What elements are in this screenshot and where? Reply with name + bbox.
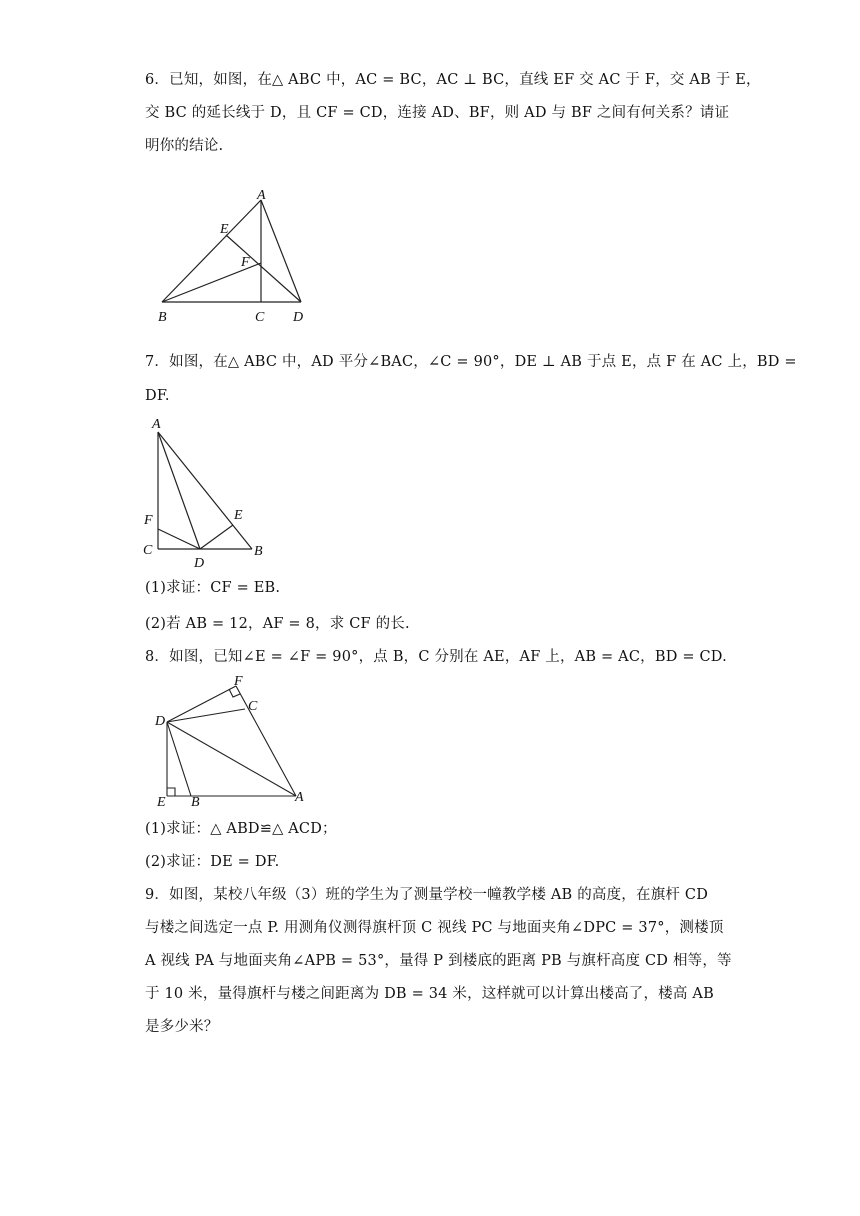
q6-figure <box>150 185 320 330</box>
q8-label-c: C <box>248 699 258 714</box>
q7-text-line-1: 7．如图，在△ ABC 中，AD 平分∠BAC，∠C = 90°，DE ⊥ AB 于点 E，点 F 在 AC 上，BD = <box>145 354 797 370</box>
q9-text-line-1: 9．如图，某校八年级（3）班的学生为了测量学校一幢教学楼 AB 的高度，在旗杆 CD <box>145 887 709 903</box>
q7-text-line-2: DF. <box>145 388 170 404</box>
q6-label-e: E <box>220 222 229 237</box>
q9-text-line-2: 与楼之间选定一点 P. 用测角仪测得旗杆顶 C 视线 PC 与地面夹角∠DPC = 37°，测楼顶 <box>145 920 724 936</box>
q6-text-line-3: 明你的结论. <box>145 138 224 154</box>
q9-text-line-3: A 视线 PA 与地面夹角∠APB = 53°，量得 P 到楼底的距离 PB 与旗杆高度 CD 相等，等 <box>145 953 732 969</box>
q6-label-d: D <box>293 310 304 325</box>
q8-label-d: D <box>155 714 166 729</box>
q7-part-1: (1)求证：CF = EB. <box>145 580 281 596</box>
q7-label-a: A <box>152 417 161 432</box>
q7-label-d: D <box>194 556 205 571</box>
q6-label-f: F <box>241 255 250 270</box>
q8-label-e: E <box>157 795 166 810</box>
q8-part-2: (2)求证：DE = DF. <box>145 854 280 870</box>
q8-figure <box>150 672 320 812</box>
q7-label-f: F <box>144 513 153 528</box>
q6-label-a: A <box>257 188 266 203</box>
q8-label-a: A <box>295 790 304 805</box>
q8-label-f: F <box>234 674 243 689</box>
q7-label-b: B <box>254 544 263 559</box>
q6-label-b: B <box>158 310 167 325</box>
q9-text-line-5: 是多少米？ <box>145 1019 219 1035</box>
q7-label-e: E <box>234 508 243 523</box>
q8-part-1: (1)求证：△ ABD≌△ ACD； <box>145 821 337 837</box>
q6-text-line-2: 交 BC 的延长线于 D，且 CF = CD，连接 AD、BF，则 AD 与 BF 之间有何关系？请证 <box>145 105 730 121</box>
q8-label-b: B <box>191 795 200 810</box>
q7-label-c: C <box>143 543 153 558</box>
q8-text-line-1: 8．如图，已知∠E = ∠F = 90°，点 B，C 分别在 AE，AF 上，AB = AC，BD = CD. <box>145 649 727 665</box>
q6-text-line-1: 6．已知，如图，在△ ABC 中，AC = BC，AC ⊥ BC，直线 EF 交 AC 于 F，交 AB 于 E， <box>145 72 761 88</box>
q6-label-c: C <box>255 310 265 325</box>
q7-figure <box>140 412 280 572</box>
q9-text-line-4: 于 10 米，量得旗杆与楼之间距离为 DB = 34 米，这样就可以计算出楼高了，楼高 AB <box>145 986 714 1002</box>
q7-part-2: (2)若 AB = 12，AF = 8，求 CF 的长. <box>145 616 410 632</box>
